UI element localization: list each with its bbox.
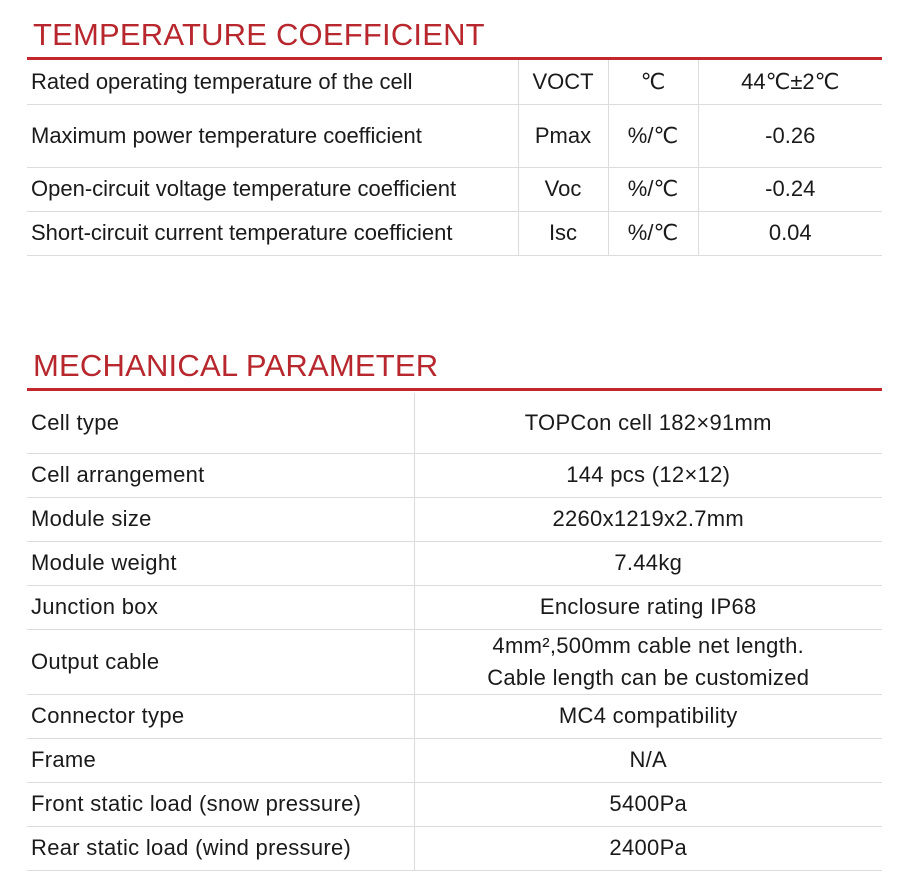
spec-value: 144 pcs (12×12) <box>414 453 882 497</box>
parameter-unit: %/℃ <box>608 104 698 167</box>
spec-value: 2260x1219x2.7mm <box>414 497 882 541</box>
spec-label: Connector type <box>27 694 414 738</box>
spec-label: Junction box <box>27 585 414 629</box>
parameter-unit: %/℃ <box>608 211 698 255</box>
table-row <box>27 211 882 255</box>
table-row <box>27 694 882 738</box>
spec-value: 5400Pa <box>414 782 882 826</box>
spec-label: Front static load (snow pressure) <box>27 782 414 826</box>
parameter-value: 44℃±2℃ <box>698 60 882 104</box>
temperature-coefficient-table <box>27 60 882 256</box>
table-row <box>27 60 882 104</box>
parameter-name: Rated operating temperature of the cell <box>27 60 518 104</box>
table-row <box>27 104 882 167</box>
spec-value <box>414 629 882 694</box>
spec-value: 2400Pa <box>414 826 882 870</box>
parameter-symbol: VOCT <box>518 60 608 104</box>
mechanical-parameter-table <box>27 393 882 871</box>
table-row <box>27 497 882 541</box>
spec-label: Output cable <box>27 629 414 694</box>
spec-label: Module size <box>27 497 414 541</box>
table-row <box>27 393 882 453</box>
parameter-name: Maximum power temperature coefficient <box>27 104 518 167</box>
parameter-value: 0.04 <box>698 211 882 255</box>
spec-label: Module weight <box>27 541 414 585</box>
parameter-unit: %/℃ <box>608 167 698 211</box>
table-row <box>27 826 882 870</box>
table-row <box>27 167 882 211</box>
table-row <box>27 585 882 629</box>
spec-value: 7.44kg <box>414 541 882 585</box>
spec-value: MC4 compatibility <box>414 694 882 738</box>
parameter-unit: ℃ <box>608 60 698 104</box>
parameter-symbol: Voc <box>518 167 608 211</box>
spec-label: Frame <box>27 738 414 782</box>
mechanical-parameter-title: MECHANICAL PARAMETER <box>33 348 439 383</box>
spec-value: N/A <box>414 738 882 782</box>
table-row <box>27 541 882 585</box>
spec-value-line: 4mm²,500mm cable net length. <box>492 632 805 658</box>
parameter-name: Open-circuit voltage temperature coefficient <box>27 167 518 211</box>
spec-label: Rear static load (wind pressure) <box>27 826 414 870</box>
table-row <box>27 453 882 497</box>
parameter-name: Short-circuit current temperature coefficient <box>27 211 518 255</box>
spec-value-line: Cable length can be customized <box>487 664 810 690</box>
parameter-value: -0.26 <box>698 104 882 167</box>
table-row <box>27 782 882 826</box>
parameter-symbol: Pmax <box>518 104 608 167</box>
parameter-symbol: Isc <box>518 211 608 255</box>
parameter-value: -0.24 <box>698 167 882 211</box>
temperature-coefficient-title: TEMPERATURE COEFFICIENT <box>33 17 485 52</box>
mechanical-title-rule <box>27 388 882 391</box>
spec-label: Cell arrangement <box>27 453 414 497</box>
spec-label: Cell type <box>27 393 414 453</box>
spec-value: TOPCon cell 182×91mm <box>414 393 882 453</box>
spec-value: Enclosure rating IP68 <box>414 585 882 629</box>
table-row <box>27 629 882 694</box>
table-row <box>27 738 882 782</box>
